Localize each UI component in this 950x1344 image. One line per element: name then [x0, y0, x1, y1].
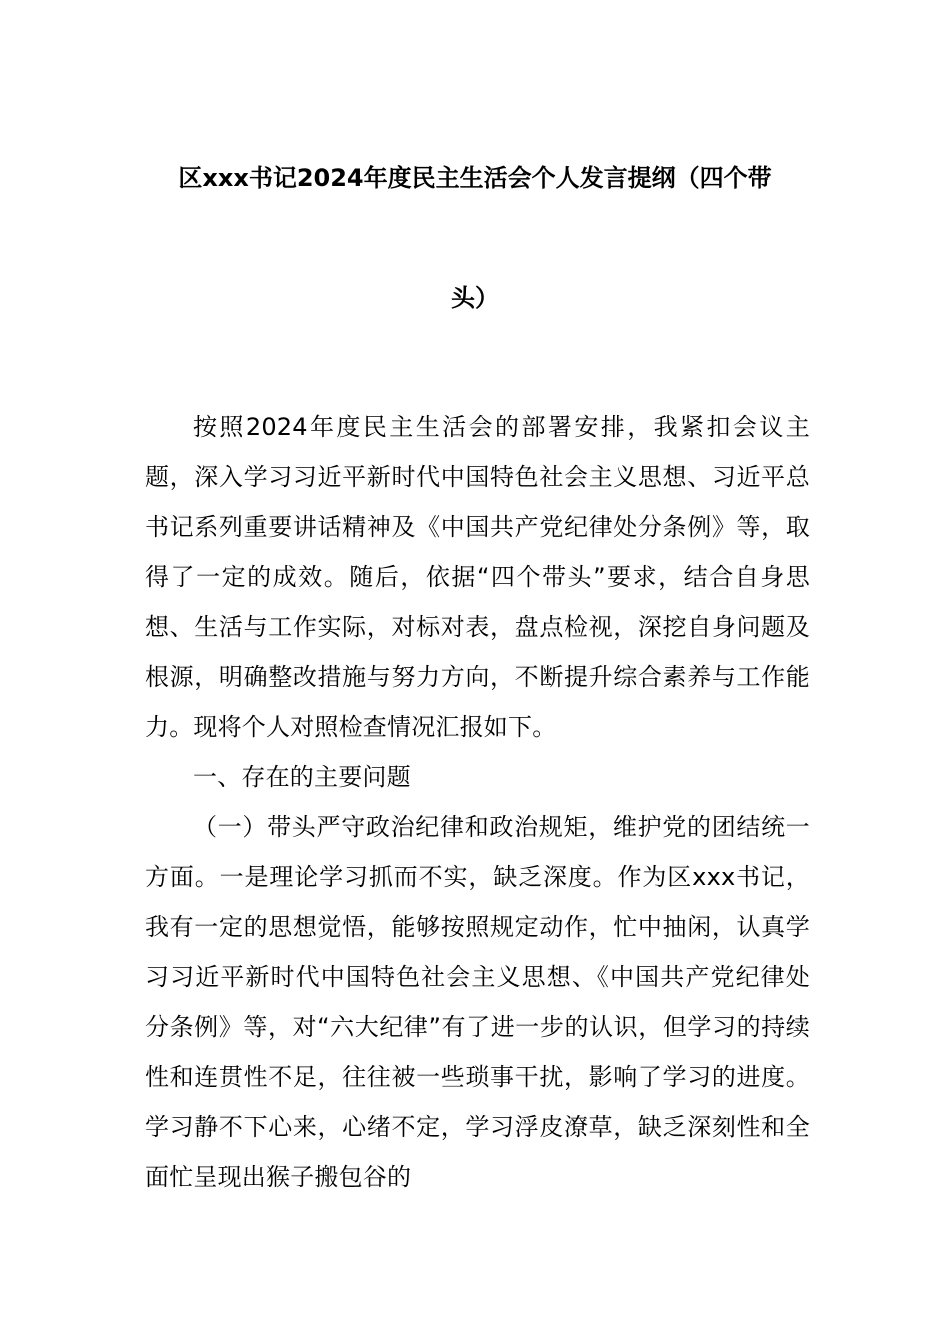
- section-heading: 一、存在的主要问题: [193, 763, 411, 791]
- intro-paragraph: 按照2024年度民主生活会的部署安排，我紧扣会议主题，深入学习习近平新时代中国特色社会主义思想、习近平总书记系列重要讲话精神及《中国共产党纪律处分条例》等，取得了一定的成效。随后，依据“四个带头”要求，结合自身思想、生活与工作实际，对标对表，盘点检视，深挖自身问题及根源，明确整改措施与努力方向，不断提升综合素养与工作能力。现将个人对照检查情况汇报如下。: [145, 413, 810, 741]
- document-title-line-2: 头）: [451, 284, 499, 312]
- document-title-line-1: 区xxx书记2024年度民主生活会个人发言提纲（四个带: [178, 164, 772, 192]
- section-paragraph: （一）带头严守政治纪律和政治规矩，维护党的团结统一方面。一是理论学习抓而不实，缺乏深度。作为区xxx书记，我有一定的思想觉悟，能够按照规定动作，忙中抽闲，认真学习习近平新时代中国特色社会主义思想、《中国共产党纪律处分条例》等，对“六大纪律”有了进一步的认识，但学习的持续性和连贯性不足，往往被一些琐事干扰，影响了学习的进度。学习静不下心来，心绪不定，学习浮皮潦草，缺乏深刻性和全面忙呈现出猴子搬包谷的: [145, 813, 810, 1191]
- document-body: [145, 402, 810, 1202]
